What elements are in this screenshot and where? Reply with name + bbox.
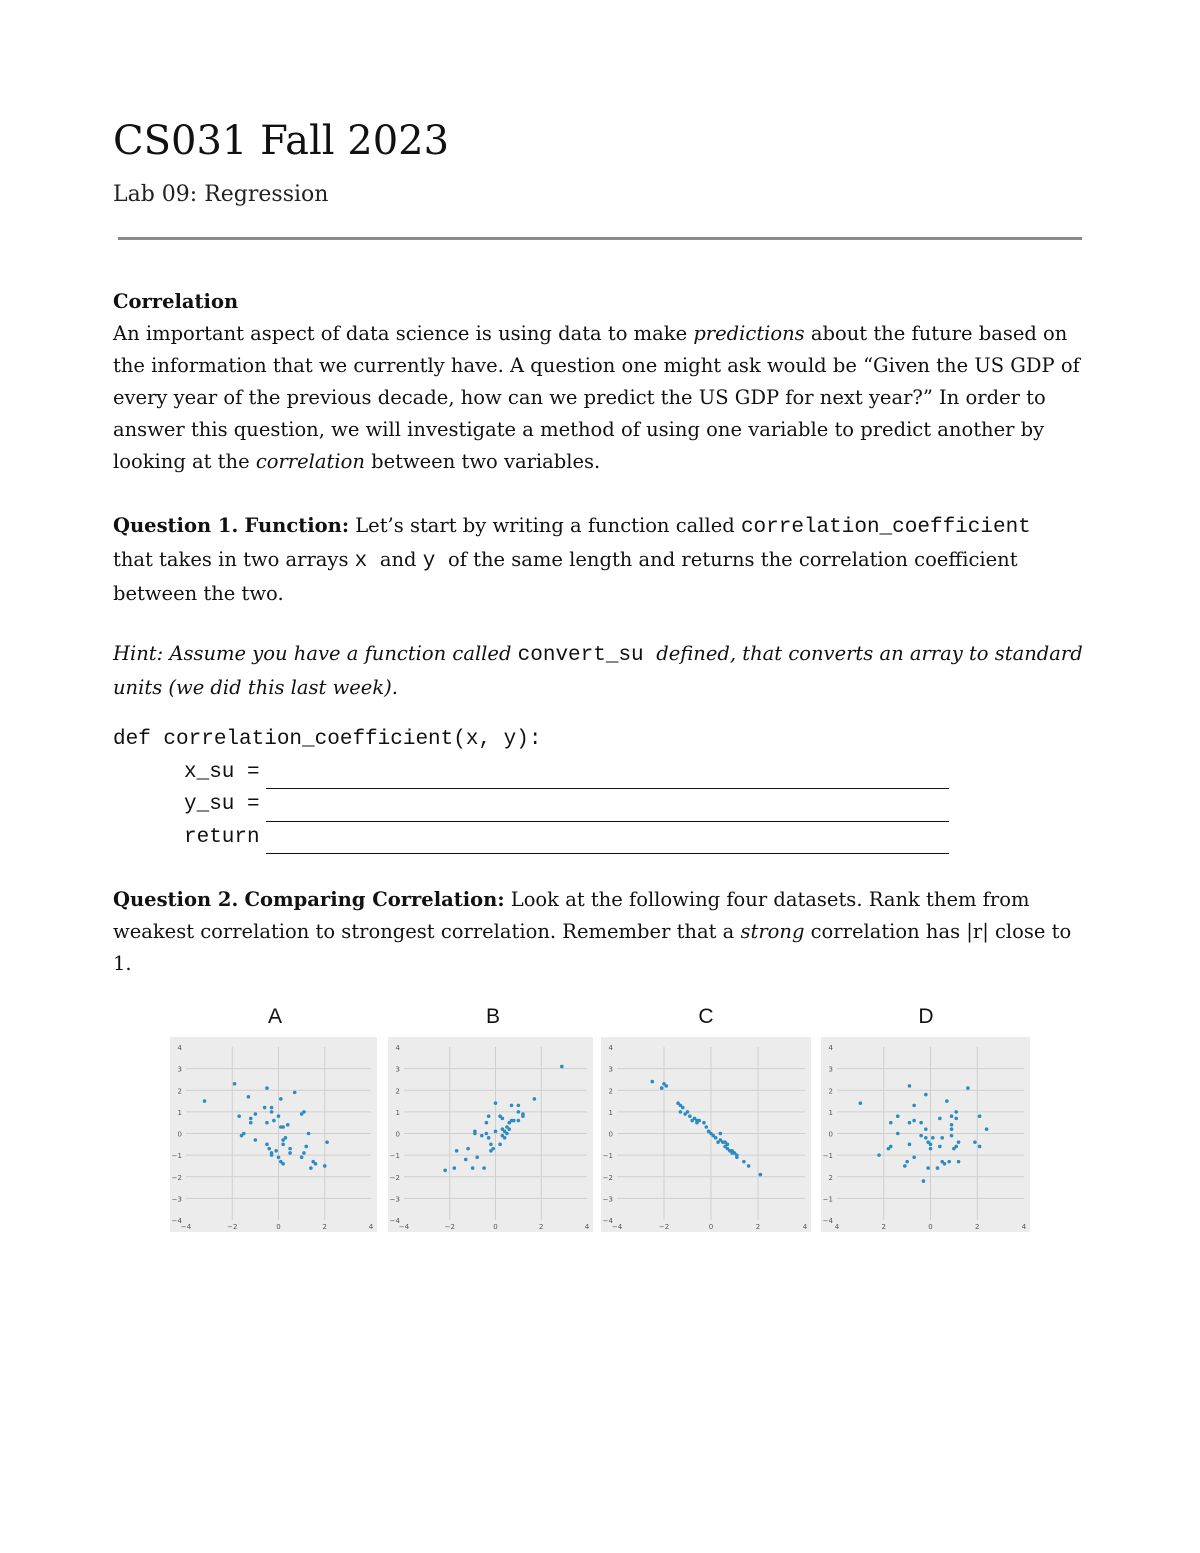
y-tick-label: 3: [608, 1065, 613, 1074]
data-point: [485, 1121, 489, 1125]
y-tick-label: 2: [828, 1173, 833, 1182]
data-point: [650, 1080, 654, 1084]
data-point: [265, 1086, 269, 1090]
data-point: [966, 1086, 970, 1090]
question-label: Question 2.: [113, 888, 239, 911]
y-tick-label: −1: [822, 1195, 833, 1204]
data-point: [267, 1147, 271, 1151]
paragraph-line: [113, 446, 1080, 478]
data-point: [487, 1114, 491, 1118]
data-point: [286, 1123, 290, 1127]
text: weakest correlation to strongest correlation. Remember that a: [113, 920, 741, 943]
question-line: [113, 884, 1071, 916]
data-point: [517, 1104, 521, 1108]
data-point: [270, 1106, 274, 1110]
data-point: [973, 1140, 977, 1144]
data-point: [237, 1114, 241, 1118]
chart-plot: [601, 1037, 811, 1232]
code-inline: convert_su: [517, 644, 657, 667]
data-point: [947, 1160, 951, 1164]
data-point: [924, 1093, 928, 1097]
data-point: [475, 1155, 479, 1159]
x-tick-label: 4: [368, 1223, 374, 1231]
text: looking at the: [113, 450, 256, 473]
question-1: [113, 510, 1031, 610]
x-tick-label: 4: [802, 1223, 808, 1231]
data-point: [926, 1166, 930, 1170]
plot-background: [821, 1037, 1030, 1232]
data-point: [466, 1147, 470, 1151]
x-tick-label: −2: [227, 1223, 238, 1231]
data-point: [503, 1130, 507, 1134]
text: An important aspect of data science is using data to make: [113, 322, 694, 345]
chart-plot: [821, 1037, 1030, 1232]
data-point: [249, 1121, 253, 1125]
code-line: [113, 789, 949, 822]
data-point: [510, 1104, 514, 1108]
data-point: [931, 1136, 935, 1140]
question-title: Function:: [244, 514, 350, 537]
data-point: [281, 1138, 285, 1142]
data-point: [512, 1119, 516, 1123]
data-point: [908, 1143, 912, 1147]
data-point: [501, 1117, 505, 1121]
data-point: [281, 1162, 285, 1166]
hint-line: units (we did this last week).: [113, 676, 398, 699]
data-point: [702, 1121, 706, 1125]
data-point: [480, 1134, 484, 1138]
y-tick-label: 3: [395, 1065, 400, 1074]
data-point: [985, 1127, 989, 1131]
data-point: [233, 1082, 237, 1086]
y-tick-label: 0: [608, 1130, 613, 1139]
x-tick-label: 2: [975, 1223, 980, 1231]
data-point: [487, 1136, 491, 1140]
y-tick-label: −1: [389, 1152, 400, 1161]
y-tick-label: 4: [177, 1044, 182, 1052]
data-point: [908, 1121, 912, 1125]
y-tick-label: 2: [608, 1087, 613, 1096]
x-tick-label: 0: [276, 1223, 281, 1231]
data-point: [759, 1173, 763, 1177]
code-line: [113, 822, 949, 855]
data-point: [929, 1143, 933, 1147]
data-point: [957, 1160, 961, 1164]
y-tick-label: −4: [602, 1217, 613, 1225]
y-tick-label: 0: [828, 1130, 833, 1139]
data-point: [950, 1114, 954, 1118]
data-point: [489, 1143, 493, 1147]
x-tick-label: 2: [755, 1223, 761, 1231]
data-point: [945, 1099, 949, 1103]
y-tick-label: 3: [177, 1065, 182, 1074]
data-point: [936, 1166, 940, 1170]
y-tick-label: 1: [395, 1108, 400, 1117]
scatter-chart-b: [388, 1005, 598, 1232]
x-tick-label: −2: [658, 1223, 670, 1231]
data-point: [978, 1145, 982, 1149]
code-line: [113, 757, 949, 790]
data-point: [681, 1106, 685, 1110]
data-point: [688, 1114, 692, 1118]
data-point: [742, 1160, 746, 1164]
data-point: [521, 1114, 525, 1118]
y-tick-label: −4: [822, 1217, 833, 1225]
data-point: [270, 1110, 274, 1114]
y-tick-label: −2: [602, 1173, 613, 1182]
code-inline: x: [354, 550, 380, 573]
text: Look at the following four datasets. Rank them from: [504, 888, 1030, 911]
text: of the same length and returns the correlation coefficient: [447, 548, 1018, 571]
paragraph-line: the information that we currently have. A question one might ask would be “Given the US GDP of: [113, 354, 1080, 377]
plot-background: [601, 1037, 811, 1232]
data-point: [954, 1110, 958, 1114]
data-point: [735, 1155, 739, 1159]
data-point: [705, 1125, 709, 1129]
emphasis: strong: [740, 920, 805, 943]
text: and: [379, 548, 423, 571]
code-inline: y: [422, 550, 448, 573]
y-tick-label: 2: [395, 1087, 400, 1096]
data-point: [919, 1134, 923, 1138]
emphasis: predictions: [693, 322, 805, 345]
page-title: CS031 Fall 2023: [113, 118, 450, 164]
data-point: [203, 1099, 207, 1103]
data-point: [494, 1130, 498, 1134]
text: correlation has |r| close to: [804, 920, 1072, 943]
x-tick-label: 0: [928, 1223, 933, 1231]
data-point: [274, 1149, 278, 1153]
data-point: [938, 1145, 942, 1149]
data-point: [309, 1166, 313, 1170]
x-tick-label: 4: [584, 1223, 590, 1231]
y-tick-label: 1: [608, 1108, 613, 1117]
data-point: [254, 1112, 258, 1116]
data-point: [903, 1164, 907, 1168]
data-point: [950, 1123, 954, 1127]
section-heading: [113, 286, 1080, 318]
y-tick-label: −3: [389, 1195, 400, 1204]
data-point: [507, 1127, 511, 1131]
text: about the future based on: [804, 322, 1068, 345]
data-point: [922, 1179, 926, 1183]
question-line: between the two.: [113, 582, 284, 605]
code-inline: correlation_coefficient: [740, 516, 1031, 539]
data-point: [560, 1065, 564, 1069]
y-tick-label: 3: [828, 1065, 833, 1074]
data-point: [919, 1121, 923, 1125]
data-point: [940, 1136, 944, 1140]
data-point: [912, 1155, 916, 1159]
question-2: [113, 884, 1071, 980]
paragraph-line: [113, 318, 1080, 350]
x-tick-label: 0: [708, 1223, 714, 1231]
y-tick-label: −3: [602, 1195, 613, 1204]
x-tick-label: −4: [180, 1223, 192, 1231]
y-tick-label: 4: [608, 1044, 613, 1052]
text: Hint: Assume you have a function called: [113, 642, 518, 665]
data-point: [896, 1114, 900, 1118]
data-point: [978, 1114, 982, 1118]
data-point: [473, 1132, 477, 1136]
data-point: [912, 1119, 916, 1123]
data-point: [482, 1166, 486, 1170]
data-point: [277, 1114, 281, 1118]
data-point: [270, 1153, 274, 1157]
data-point: [954, 1145, 958, 1149]
x-tick-label: −2: [444, 1223, 455, 1231]
data-point: [300, 1155, 304, 1159]
data-point: [679, 1110, 683, 1114]
chart-plot: [170, 1037, 377, 1232]
text: between two variables.: [364, 450, 601, 473]
correlation-section: [113, 286, 1080, 478]
code-template: [113, 724, 949, 854]
y-tick-label: −2: [389, 1173, 400, 1182]
heading-text: Correlation: [113, 290, 239, 313]
data-point: [954, 1117, 958, 1121]
paragraph-line: every year of the previous decade, how can we predict the US GDP for next year?” In order to: [113, 386, 1046, 409]
data-point: [719, 1132, 723, 1136]
data-point: [453, 1166, 457, 1170]
data-point: [464, 1158, 468, 1162]
y-tick-label: 1: [828, 1108, 833, 1117]
x-tick-label: −4: [398, 1223, 410, 1231]
data-point: [665, 1084, 669, 1088]
text: Let’s start by writing a function called: [349, 514, 741, 537]
data-point: [265, 1143, 269, 1147]
data-point: [288, 1147, 292, 1151]
chart-plot: [388, 1037, 593, 1232]
scatter-chart-a: [170, 1005, 380, 1232]
data-point: [957, 1140, 961, 1144]
scatter-chart-d: [821, 1005, 1031, 1232]
paragraph-line: answer this question, we will investigate a method of using one variable to predict another by: [113, 418, 1045, 441]
data-point: [929, 1147, 933, 1151]
answer-blank[interactable]: [266, 766, 949, 789]
question-label: Question 1.: [113, 514, 239, 537]
x-tick-label: 0: [493, 1223, 498, 1231]
text: defined, that converts an array to standard: [656, 642, 1083, 665]
data-point: [491, 1147, 495, 1151]
data-point: [924, 1136, 928, 1140]
data-point: [896, 1132, 900, 1136]
data-point: [263, 1106, 267, 1110]
data-point: [908, 1084, 912, 1088]
y-tick-label: −4: [171, 1217, 182, 1225]
chart-title: C: [698, 1005, 714, 1028]
question-line: [113, 544, 1031, 578]
y-tick-label: −1: [602, 1152, 613, 1161]
data-point: [950, 1134, 954, 1138]
data-point: [686, 1110, 690, 1114]
data-point: [272, 1119, 276, 1123]
data-point: [912, 1104, 916, 1108]
data-point: [302, 1151, 306, 1155]
y-tick-label: 1: [177, 1108, 182, 1117]
data-point: [889, 1121, 893, 1125]
hint-line: [113, 638, 1083, 672]
data-point: [943, 1162, 947, 1166]
data-point: [455, 1149, 459, 1153]
data-point: [242, 1132, 246, 1136]
data-point: [443, 1168, 447, 1172]
data-point: [726, 1143, 730, 1147]
x-tick-label: 2: [322, 1223, 327, 1231]
chart-title: D: [918, 1005, 934, 1028]
data-point: [503, 1136, 507, 1140]
data-point: [905, 1160, 909, 1164]
code-text: y_su =: [184, 793, 260, 816]
x-tick-label: 4: [834, 1223, 840, 1231]
data-point: [247, 1095, 251, 1099]
question-line: 1.: [113, 952, 132, 975]
answer-blank[interactable]: [266, 799, 949, 822]
y-tick-label: −1: [171, 1152, 182, 1161]
emphasis: correlation: [255, 450, 365, 473]
data-point: [859, 1101, 863, 1105]
page-subtitle: Lab 09: Regression: [113, 182, 329, 207]
y-tick-label: −4: [389, 1217, 400, 1225]
code-def-line: def correlation_coefficient(x, y):: [113, 728, 542, 751]
data-point: [533, 1097, 537, 1101]
data-point: [889, 1145, 893, 1149]
data-point: [485, 1132, 489, 1136]
data-point: [254, 1138, 258, 1142]
hint: [113, 638, 1083, 704]
data-point: [714, 1136, 718, 1140]
y-tick-label: 2: [828, 1087, 833, 1096]
scatter-chart-c: [601, 1005, 811, 1232]
data-point: [249, 1117, 253, 1121]
data-point: [293, 1091, 297, 1095]
data-point: [277, 1155, 281, 1159]
y-tick-label: 0: [177, 1130, 182, 1139]
data-point: [747, 1164, 751, 1168]
data-point: [281, 1125, 285, 1129]
x-tick-label: 4: [1021, 1223, 1027, 1231]
data-point: [302, 1110, 306, 1114]
data-point: [314, 1162, 318, 1166]
y-tick-label: 4: [828, 1044, 833, 1052]
code-text: x_su =: [184, 760, 260, 784]
question-line: [113, 510, 1031, 544]
data-point: [281, 1143, 285, 1147]
text: that takes in two arrays: [113, 548, 355, 571]
data-point: [498, 1143, 502, 1147]
plot-background: [170, 1037, 377, 1232]
chart-title: B: [485, 1005, 500, 1028]
horizontal-rule: [118, 237, 1082, 240]
data-point: [325, 1140, 329, 1144]
data-point: [279, 1097, 283, 1101]
y-tick-label: 2: [177, 1087, 182, 1096]
chart-title: A: [267, 1005, 282, 1028]
data-point: [517, 1110, 521, 1114]
data-point: [517, 1119, 521, 1123]
y-tick-label: −1: [822, 1152, 833, 1161]
x-tick-label: 2: [881, 1223, 886, 1231]
question-title: Comparing Correlation:: [244, 888, 505, 911]
data-point: [265, 1121, 269, 1125]
data-point: [924, 1127, 928, 1131]
data-point: [950, 1127, 954, 1131]
data-point: [304, 1145, 308, 1149]
y-tick-label: 4: [395, 1044, 400, 1052]
y-tick-label: −2: [171, 1173, 182, 1182]
question-line: [113, 916, 1071, 948]
data-point: [307, 1132, 311, 1136]
data-point: [471, 1166, 475, 1170]
answer-blank[interactable]: [266, 831, 949, 854]
data-point: [288, 1151, 292, 1155]
data-point: [323, 1164, 327, 1168]
y-tick-label: −3: [171, 1195, 182, 1204]
data-point: [494, 1101, 498, 1105]
data-point: [877, 1153, 881, 1157]
x-tick-label: 2: [539, 1223, 544, 1231]
data-point: [660, 1086, 664, 1090]
x-tick-label: −4: [611, 1223, 623, 1231]
data-point: [697, 1119, 701, 1123]
data-point: [938, 1117, 942, 1121]
code-text: return: [184, 825, 260, 849]
y-tick-label: 0: [395, 1130, 400, 1139]
